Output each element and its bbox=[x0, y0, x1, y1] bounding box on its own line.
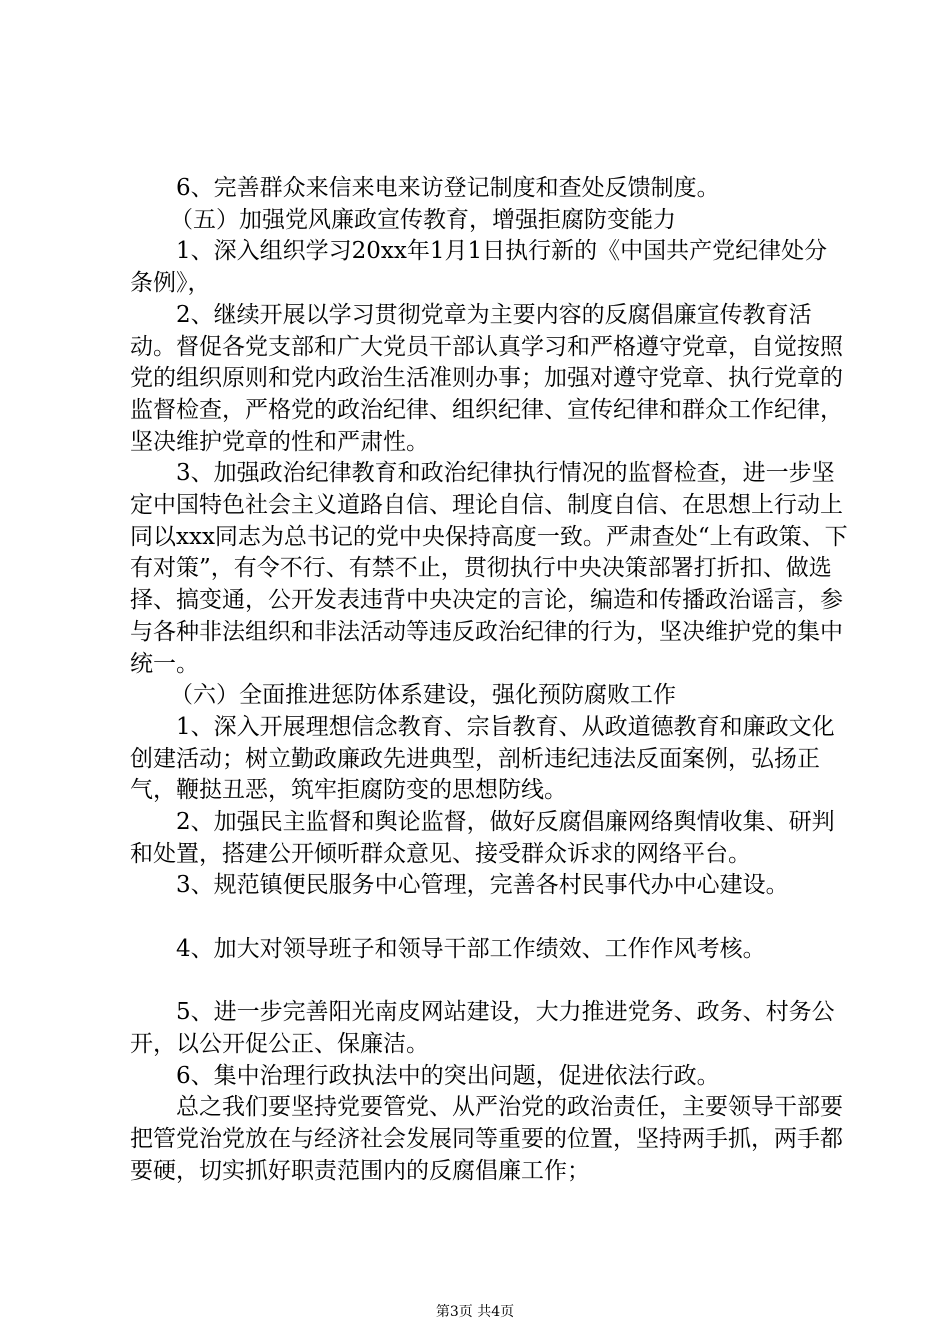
paragraph-item-3-political-discipline: 3、加强政治纪律教育和政治纪律执行情况的监督检查，进一步坚定中国特色社会主义道路自信、理论自信、制度自信、在思想上行动上同以xxx同志为总书记的党中央保持高度一致。严肃查处“上有政策、下有对策”，有令不行、有禁不止，贯彻执行中央决策部署打折扣、做选择、搞变通，公开发表违背中央决定的言论，编造和传播政治谣言，参与各种非法组织和非法活动等违反政治纪律的行为，坚决维护党的集中统一。 bbox=[130, 460, 848, 677]
section-heading-6: （六）全面推进惩防体系建设，强化预防腐败工作 bbox=[170, 682, 676, 709]
paragraph-item-6-law-enforcement: 6、集中治理行政执法中的突出问题，促进依法行政。 bbox=[176, 1062, 720, 1089]
section-heading-5: （五）加强党风廉政宣传教育，增强拒腐防变能力 bbox=[170, 206, 676, 233]
paragraph-conclusion: 总之我们要坚持党要管党、从严治党的政治责任，主要领导干部要把管党治党放在与经济社会发展同等重要的位置，坚持两手抓，两手都要硬，切实抓好职责范围内的反腐倡廉工作； bbox=[130, 1094, 843, 1184]
document-body bbox=[130, 173, 850, 1187]
paragraph-item-6-feedback: 6、完善群众来信来电来访登记制度和查处反馈制度。 bbox=[176, 175, 720, 201]
paragraph-item-2-party-constitution: 2、继续开展以学习贯彻党章为主要内容的反腐倡廉宣传教育活动。督促各党支部和广大党员干部认真学习和严格遵守党章，自觉按照党的组织原则和党内政治生活准则办事；加强对遵守党章、执行党章的监督检查，严格党的政治纪律、组织纪律、宣传纪律和群众工作纪律，坚决维护党章的性和严肃性。 bbox=[130, 301, 843, 455]
page-footer: 第3页 共4页 bbox=[435, 1304, 515, 1320]
paragraph-item-4-assessment: 4、加大对领导班子和领导干部工作绩效、工作作风考核。 bbox=[176, 935, 766, 962]
paragraph-item-1-regulations: 1、深入组织学习20xx年1月1日执行新的《中国共产党纪律处分条例》， bbox=[130, 238, 828, 297]
paragraph-item-3-service-center: 3、规范镇便民服务中心管理，完善各村民事代办中心建设。 bbox=[176, 872, 789, 899]
paragraph-item-1-education: 1、深入开展理想信念教育、宗旨教育、从政道德教育和廉政文化创建活动；树立勤政廉政先进典型，剖析违纪违法反面案例，弘扬正气，鞭挞丑恶，筑牢拒腐防变的思想防线。 bbox=[130, 713, 835, 804]
paragraph-item-5-website: 5、进一步完善阳光南皮网站建设，大力推进党务、政务、村务公开，以公开促公正、保廉洁。 bbox=[130, 999, 835, 1057]
paragraph-item-2-supervision: 2、加强民主监督和舆论监督，做好反腐倡廉网络舆情收集、研判和处置，搭建公开倾听群众意见、接受群众诉求的网络平台。 bbox=[130, 809, 835, 867]
